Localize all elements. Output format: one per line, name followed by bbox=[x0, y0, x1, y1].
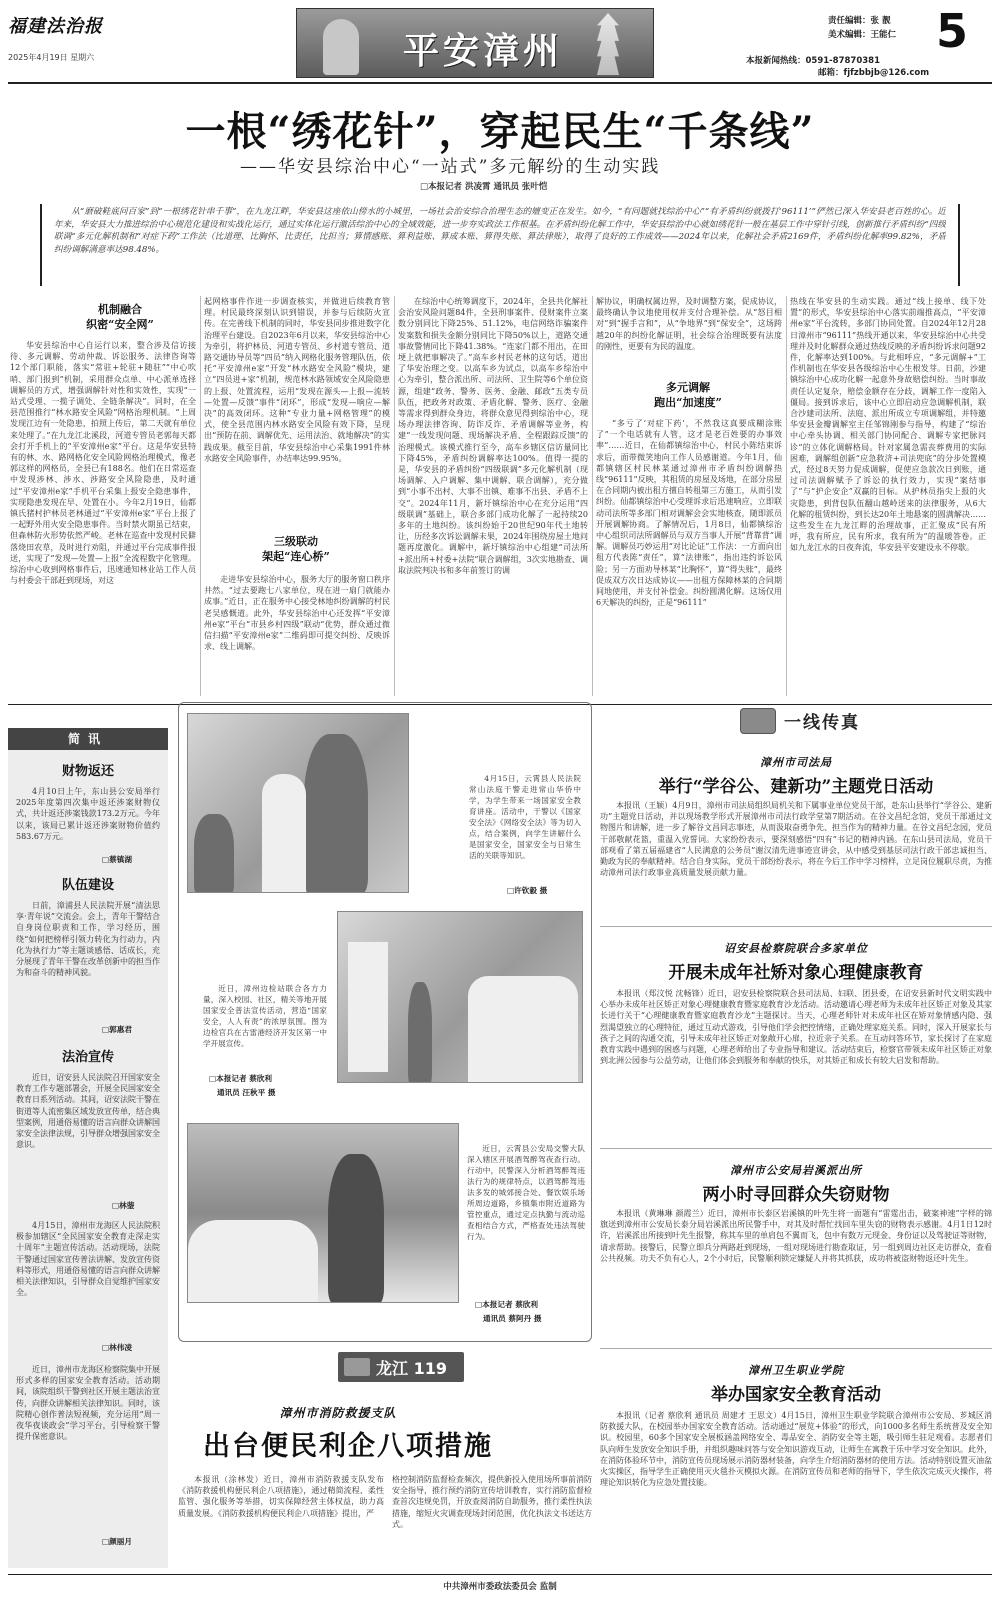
longjiang-badge bbox=[338, 1352, 464, 1382]
yixian-headline: 开展未成年社矫对象心理健康教育 bbox=[668, 963, 924, 983]
masthead-rule bbox=[8, 82, 992, 84]
issue-date: 2025年4月19日 星期六 bbox=[8, 53, 95, 62]
footer-rule bbox=[8, 1574, 992, 1575]
item-divider bbox=[600, 1348, 992, 1349]
photo-traffic-police-night-check bbox=[187, 1123, 459, 1303]
item-divider bbox=[600, 926, 992, 927]
lead-intro: 从“磨破鞋底问百家”到“一根绣花针串千事”，在九龙江畔，华安县这座依山傍水的小城里，一场社会治安综合治理生态的嬗变正在发生。如今，“有问题就找综治中心”“有矛盾纠纷就拨打‘96111’”俨然已深入华安县老百姓的心。近年来，华安县大力推进综治中心规范化建设和实战化运行，通过实体化运行激活综治中心的全域效能，进一步夯实政法工作根基。在矛盾纠纷化解工作中，华安县综治中心就如绣花针一般在基层工作中穿针引线，创新推行矛盾纠纷“四级联调”多元化解机制和“对症下药”工作法（比道理、比胸怀、比责任，比担当；算情感账、算利益账、算成本账、算得失账、算法律账），取得了良好的工作成效——2024年以来，化解社会矛盾2169件，矛盾纠纷化解率99.82%，矛盾纠纷调解满意率达98.48%。 bbox=[54, 207, 946, 255]
banner bbox=[296, 8, 654, 78]
photo3-caption: 近日，云霄县公安局交警大队深入辖区开展酒驾醉驾夜查行动。行动中，民警深入分析酒驾醉驾违法行为的规律特点，以酒驾醉驾违法多发的城郊接合处、餐饮娱乐场所周边道路，乡镇集市附近道路为管控重点，通过定点执勤与流动巡查相结合方式，严格查处违法驾驶行为。 bbox=[467, 1144, 585, 1241]
lead-col2a-text: 起网格事件作进一步调查核实，并做进后续教育管理。村民最终深刻认识到错误，并参与后续防火宣传。在完善线下机制的同时，华安县同步推进数字化治理平台建设。自2023年6月以来，华安县综治中心为牵引，将护林员、河道专管员、乡村道专管员、道路交通协导员等“四员”纳入网格化服务管理队伍，依托“平安漳州e家”开发“林水路安全风险”模块，建立“四员进+家”机制，规范林水路领域安全风险隐患的上报、处置流程，运用“发现在源头—上报—流转—处置—反馈”事件“闭环”，形成“发现—响应—解决”的高效闭环。这种“专业力量+网格管理”的模式，使全县范围内林水路安全风险有效下降，呈现出“预防在前、调解优先、运用法治、就地解决”的实践成果。截至目前，华安县综治中心采集1991件林水路安全风险事件，办结率达99.95%。 bbox=[204, 297, 390, 463]
column-divider bbox=[592, 296, 593, 696]
lead-body bbox=[0, 294, 1000, 702]
masthead bbox=[0, 0, 1000, 92]
page-number: 5 bbox=[936, 4, 969, 58]
yixian-org: 漳州卫生职业学院 bbox=[748, 1364, 844, 1377]
brief-author: □郭惠君 bbox=[102, 1025, 132, 1034]
photo3-credit-2: 通讯员 蔡阿丹 摄 bbox=[483, 1314, 542, 1323]
briefs-header: 简讯 bbox=[8, 728, 168, 750]
lead-col2b-text: 走进华安县综治中心，服务大厅的服务窗口秩序井然。“过去要跑七八家单位，现在进一扇门就能办成事。”近日，正在服务中心接受林地纠纷调解的村民老吴感慨道。此外，华安县综治中心还发挥“平安漳州e家”平台“市县乡村四级”联动“优势，群众通过微信扫描“平安漳州e家”二维码即可提交纠纷、反映诉求、线上调解。 bbox=[204, 575, 390, 652]
brief-title: 财物返还 bbox=[61, 764, 114, 779]
paper-name: 福建法治报 bbox=[8, 16, 103, 37]
lead-col1-text: 华安县综治中心自运行以来，整合涉及信访接待、多元调解、劳动仲裁、诉讼服务、法律咨询等12个部门职能，落实“常驻+轮驻+随驻”“中心吹哨、部门报到”机制，采用群众点单、中心派单选择调解员的方式，增强调解针对性和实效性，实现“一站式受理、一揽子调处、全链条解决”。同时，在全县范围推行“林水路安全风险”网格治理机制。“上周发现江边有一处隐患，拍照上传后，第二天就有单位来处理了。”在九龙江北溪段，河道专管员老郭每天都会打开手机上的“平安漳州e家”平台。这是华安县特有的林、水、路网格化安全风险网格治理模式，像老郭这样的网格员，全县已有188名。他们在日常巡查中发现涉林、涉水、涉路安全风险隐患，及时通过“平安漳州e家”手机平台采集上报安全隐患事件，实现隐患发现在早、处置在小。今年2月19日，仙都镇氏猪村护林员老林通过“平安漳州e家”平台上报了一起野外用火安全隐患事件。当时禁火期虽已结束，但森林防火形势依然严峻。老林在巡查中发现村民僻落烧田农草，及时进行劝阻，并通过平台完成事件报送，实现了“发现—处置—上报”全流程数字化管理。综治中心收到网格事件后，迅速通知林业站工作人员与村委会干部赶到现场，对这 bbox=[10, 341, 196, 586]
yixian-text: 本报讯（郑汶悦 沈畅锋）近日，诏安县检察院联合县司法局、妇联、团县委，在诏安县新时代文明实践中心举办未成年社区矫正对象心理健康教育暨家庭教育沙龙活动。活动邀请心理老师为未成年社区矫正对象及其家长进行关于“心理健康教育暨家庭教育沙龙”主题探讨。当天，心理老师针对未成年社区在矫对象情感内隐、强烈渴望独立的心理特征，通过互动式游戏，引导他们学会把控情绪，正确处理家庭关系。同时，深入开展家长与孩子之间的沟通交流，引导未成年社区矫正对象敞开心扉，拉近亲子关系。在互动问答环节，家长探讨了在家庭教育实践中遇到的困惑与问题，心理老师给出了专业指导和建议。活动结束后，检察官带领未成年社区矫正对象到北洲公园参与公益劳动，让他们体会到服务和奉献的快乐，对其矫正和成长有较大启发和帮助。 bbox=[600, 989, 992, 1066]
brief-author: □颜丽月 bbox=[102, 1537, 132, 1546]
fire-engine-icon bbox=[344, 1358, 370, 1376]
brief-text: 近日，漳州市龙海区检察院集中开展形式多样的国家安全教育活动。活动期间，该院组织干警到社区开展主题法治宣传，向群众讲解相关法律知识。同时，该院精心创作普法短视频，充分运用“周一夜华夜谈政会”学习平台，引导检察干警提升保密意识。 bbox=[16, 1365, 160, 1442]
banner-title: 平安漳州 bbox=[402, 30, 563, 72]
photo1-caption: 4月15日，云霄县人民法院常山法庭干警走进常山华侨中学，为学生带来一场国家安全教育讲座。活动中，干警以《国家安全法》《网络安全法》等为切入点，结合案例，向学生讲解什么是国家安全，国家安全与日常生活的关联等知识。 bbox=[469, 774, 581, 860]
brief-title: 法治宣传 bbox=[61, 1050, 114, 1065]
yixian-org: 漳州市公安局岩溪派出所 bbox=[730, 1164, 862, 1177]
footer-text: 中共漳州市委政法委员会 监制 bbox=[443, 1582, 557, 1592]
fax-icon bbox=[740, 708, 776, 734]
yixian-headline: 举办国家安全教育活动 bbox=[711, 1385, 881, 1405]
longjiang-text-b: 格控制消防监督检查频次，提供新投入使用场所事前消防安全指导，推行预约消防宣传培训教育，实行消防监督检查首次违规免罚，开放查阅消防自助服务，推行柔性执法措施，缩短火灾调查现场封闭范围，优化执法文书送达方式。 bbox=[392, 1475, 592, 1529]
brief-author: □林蓥 bbox=[112, 1201, 135, 1210]
column-divider bbox=[786, 296, 787, 696]
longjiang-headline: 出台便民利企八项措施 bbox=[203, 1431, 493, 1462]
yixian-headline: 两小时寻回群众失窃财物 bbox=[702, 1185, 890, 1205]
photo-feature bbox=[178, 702, 592, 1342]
yixian-text: 本报讯（记者 蔡欣利 通讯员 周建才 王思文）4月15日，漳州卫生职业学院联合漳州市公安局、芗城区消防救援大队，在校园举办国家安全教育活动。活动通过“展览+体验”的形式，向1000多名师生系统普及安全知识。校园里，60多个国家安全展板涵盖网络安全、毒品安全、消防安全等主题，吸引师生驻足观看。志愿者们队向师生发放安全知识手册，并组织趣味问答与安全知识游戏互动，让师生在寓教于乐中学习安全知识。此外，在消防体验环节中，消防宣传员现场展示消防器材装备，向学生介绍消防器材的使用方法。活动特别设置灭油盆火实操区，指导学生正确使用灭火毯扑灭模拟火源。在消防宣传员和老师的指导下，学生依次完成灭火操作，将理论知识转化为应急处置技能。 bbox=[600, 1411, 992, 1488]
yixian-text: 本报讯（王颖）4月9日，漳州市司法局组织局机关和下属事业单位党员干部，赴东山县举行“学谷公、建新功”主题党日活动，并以现场教学形式开展漳州市司法行政学堂第7期活动。在谷文昌纪念馆，党员干部通过文物图片和讲解，进一步了解谷文昌同志事迹，从而汲取奋勇争先、担当作为的精神力量。在谷文昌纪念园，党员干部敬献花篮，重温入党誓词。大家纷纷表示，要深刻感悟“四有”书记的精神内涵。在东山县司法局，党员干部观看了第五届福建省“人民满意的公务员”谢汉清先进事迹宣讲会，从中感受到基层司法行政干部忠诚担当、勤政为民的奉献精神。结合自身实际，党员干部纷纷表示，将在今后工作中学习榜样，立足岗位履职尽责，为推动漳州司法行政事业高质量发展贡献力量。 bbox=[600, 801, 992, 878]
tower-illustration-left bbox=[323, 19, 359, 75]
editor-line-2: 美术编辑：王能仁 bbox=[828, 30, 897, 40]
photo-border-inspection-campaign bbox=[337, 911, 583, 1083]
lead-col3-text: 在综治中心统筹调度下，2024年，全县共化解社会治安风险问题84件，全县刑事案件、侵财案件立案数分别同比下降25%、51.12%，电信网络诈骗案件发案数和损失金额分别同比下降50%以上，道路交通事故警情同比下降41.38%。“连家门都不用出，在田埂上就把事解决了。”高车乡村民老林的这句话，道出了华安治理之变。以高车乡为试点，以高车乡综治中心为牵引，整合派出所、司法所、卫生院等6个单位资源，组建“政务、警务、医务、金融、邮政”五类专员队伍，把政务对政策、矛盾化解、警务、医疗、金融等需求得到群众身边，将群众意见得到综治中心，现场办理法律咨询、防诈反诈、矛盾调解等业务，构建“一线发现问题、现场解决矛盾、全程跟踪反馈”的治理模式。该模式推行至今，高车乡辖区信访量同比下降45%，矛盾纠纷调解率达100%。值得一提的是，华安县的矛盾纠纷“四级联调”多元化解机制（现场调解、入户调解、集中调解、联合调解），充分做到“小事不出村、大事不出镇、难事不出县、矛盾不上交”。2024年11月，新圩镇综治中心在充分运用“四级联调”基础上，联合多部门成功化解了一起持续20多年的土地纠纷。该纠纷始于20世纪90年代土地转让，历经多次诉讼调解未果，2024年围绕房屋土地问题再度激化。调解中，新圩镇综治中心组建“司法所+派出所+村委+法院”联合调解组，3次实地勘查、调取法院判决书和多年前签订的调 bbox=[398, 297, 588, 575]
photo2-credit-2: 通讯员 汪秋平 摄 bbox=[217, 1088, 276, 1097]
subhead-mediation: 多元调解 跑出“加速度” bbox=[654, 381, 722, 409]
lead-byline: □本报记者 洪凌霄 通讯员 张叶恺 bbox=[420, 182, 548, 192]
briefs-column bbox=[8, 728, 168, 1568]
brief-text: 4月10日上午，东山县公安局举行2025年度第四次集中返还涉案财物仪式，共计返还涉案钱款173.2万元。今年以来，该局已累计返还涉案财物价值约583.67万元。 bbox=[16, 787, 160, 841]
column-divider bbox=[394, 296, 395, 696]
yixian-header bbox=[740, 706, 900, 736]
brief-text: 近日，诏安县人民法院召开国家安全教育工作专题部署会，开展全民国家安全教育日系列活动。其间，诏安法院干警在街道等人流密集区域发放宣传单，结合典型案例，用通俗易懂的语言向群众讲解国家安全法律法规，引导群众增强国家安全意识。 bbox=[16, 1073, 160, 1150]
lead-col4a-text: 解协议，明确权属边界，及时调整方案，促成协议，最终确认争议地使用权并支付合理补偿。从“怒目相对”到“握手言和”，从“争地界”到“保安全”，这场跨越20年的纠纷化解证明，社会综合治理既要有法度的刚性，更要有为民的温度。 bbox=[596, 297, 782, 351]
lead-col4b-text: “多亏了‘对症下药’，不然我这真要成糊涂账了”一个电话就有人管，这才是老百姓要的办事效率”……近日，在仙都镇综治中心，村民小陈结束诉求后，面带微笑地向工作人员感谢道。今年1月，仙都镇辖区村民林某通过漳州市矛盾纠纷调解热线“96111”反映，其租赁的房屋及场地，在部分房屋在合同期内被出租方擅自转租第三方施工，从而引发纠纷。仙都镇综治中心受理诉求后迅速响应，立即联动司法所等多部门相对调解会会实地核查，随即派员开展调解协商。了解情况后，1月8日，仙都镇综治中心组织司法所调解员与双方当事人开展“背靠背”调解。调解员巧妙运用“对比论证”工作法：一方面向出租方代表陈“责任”，算“法律账”，指出违约诉讼风险；另一方面劝导林某“比胸怀”，算“得失账”，最终促成双方次日达成协议——出租方保障林某的合同期间地使用，并支付补偿金。纠纷圆满化解。这场仅用6天解决的纠纷，正是“96111” bbox=[596, 419, 782, 608]
longjiang-column-title: 龙江 119 bbox=[376, 1359, 447, 1378]
yixian-column-title: 一线传真 bbox=[784, 713, 860, 733]
lead-col5-text: 热线在华安县的生动实践。通过“线上接单、线下处置”的形式，华安县综治中心落实前端推高点，“平安漳州e家”平台流转，多部门协同处置。自2024年12月28日漳州市“96111”热线开通以来，华安县综治中心共受理并及时化解群众通过热线反映的矛盾纠纷诉求问题92件，化解率达到100%。与此相呼应，“多元调解+”工作机制也在华安县各级综治中心生根发芽。日前，沙建镇综治中心成功化解一起意外身故赔偿纠纷。当时事故责任认定复杂，赔偿金额存在分歧，调解工作一度陷入僵局。接到诉求后，该中心立即启动应急调解机制，联合沙建司法所、法庭、派出所成立专项调解组，并特邀华安县金瓣调解室主任邹锦刚参与指导，构建了“综治中心牵头协调、相关部门协同配合、调解专家把脉问诊”的立体化调解格局。针对家属急需丧葬费用的实际困难，调解组创新“应急救济+司法兜底”的分步处置模式，经过8天努力促成调解，促使应急款次日到账，通过司法调解赋予了诉讼的执行效力，实现“案结事了”与“护企安企”双赢的目标。从护林员指尖上报的火灾隐患，到背包队伍翻山越岭送来的法律服务，从6大化解的租赁纠纷，到长达20年土地悬案的圆满解决……这些发生在九龙江畔的治理故事，正汇聚成“民有所呼，我有所应，民有所求，我有所为”的温暖答卷。正如九龙江水的日夜奔流，华安县平安建设永不停歇。 bbox=[790, 297, 986, 553]
yixian-section bbox=[600, 702, 992, 1568]
photo-school-lecture bbox=[187, 713, 409, 893]
yixian-org: 诏安县检察院联合多家单位 bbox=[724, 942, 868, 955]
lead-subhead: ——华安县综治中心“一站式”多元解纷的生动实践 bbox=[240, 157, 661, 177]
photo2-caption: 近日，漳州边检站联合各方力量，深入校园、社区，精关等地开展国家安全普法宣传活动，营造“国家安全，人人有责”的浓厚氛围。图为边检官兵在古雷港经济开发区第一中学开展宣传。 bbox=[203, 984, 327, 1048]
news-hotline: 本报新闻热线：0591-87870381 bbox=[746, 56, 881, 66]
brief-title: 队伍建设 bbox=[61, 878, 114, 893]
photo2-credit-1: □本报记者 蔡欣利 bbox=[209, 1074, 272, 1083]
pagoda-illustration-right bbox=[597, 13, 619, 75]
lead-headline: 一根“绣花针”，穿起民生“千条线” bbox=[185, 108, 815, 155]
brief-text: 日前，漳浦县人民法院开展“清法思享·青年说”交流会。会上，青年干警结合自身岗位职责和工作，学习经历，围绕“如何把榜样引领力转化为行动力，内化为执行力”等主题谈感悟、话成长，充分展现了青年干警在改革创新中的担当作为和奋斗的精神风貌。 bbox=[16, 901, 160, 978]
longjiang-org: 漳州市消防救援支队 bbox=[279, 1406, 397, 1420]
editor-line-1: 责任编辑：张 靓 bbox=[828, 16, 891, 26]
item-divider bbox=[600, 1148, 992, 1149]
email: 邮箱：fjfzbbjb@126.com bbox=[818, 68, 930, 78]
yixian-headline: 举行“学谷公、建新功”主题党日活动 bbox=[658, 777, 934, 797]
yixian-text: 本报讯（黄琳琳 颜霞兰）近日，漳州市长泰区岩溪镇的叶先生将一面题有“雷霆出击，破案神速”字样的锦旗送到漳州市公安局长泰分局岩溪派出所民警手中，对其及时帮忙找回车里失窃的财物表示感谢。4月1日12时许，岩溪派出所接到叶先生报警，称其车里的单肩包不翼而飞，包中有数万元现金、身份证以及驾驶证等财物，请求帮助。接警后，民警立即兵分两路赶到现场，一组对现场进行勘查取证，另一组到周边社区走访群众，查看公共视频。功夫不负有心人，2个小时后，民警顺利锁定嫌疑人并将其抓获，成功将被盗财物返还叶先生。 bbox=[600, 1209, 992, 1263]
photo3-credit-1: □本报记者 蔡欣利 bbox=[475, 1300, 538, 1309]
longjiang-section bbox=[178, 1348, 592, 1568]
photo1-credit: □许钦毅 摄 bbox=[507, 886, 548, 895]
brief-text: 4月15日，漳州市龙海区人民法院积极参加辖区“全民国家安全教育走深走实十周年”主题宣传活动。活动现场，法院干警通过国家宣传普法讲解、发放宣传资料等形式，用通俗易懂的语言向群众讲解相关法律知识，引导群众自觉维护国家安全。 bbox=[16, 1221, 160, 1298]
yixian-org: 漳州市司法局 bbox=[760, 756, 832, 769]
brief-author: □蔡镇湖 bbox=[102, 855, 132, 864]
longjiang-text-a: 本报讯（涂林发）近日，漳州市消防救援支队发布《消防救援机构便民利企八项措施》，通过精简流程、柔性监管、强化服务等举措，切实保障经营主体权益，助力高质量发展。《消防救援机构便民利企八项措施》提出，严 bbox=[178, 1475, 384, 1518]
subhead-linkage: 三级联动 架起“连心桥” bbox=[262, 535, 330, 563]
brief-author: □林伟凌 bbox=[102, 1343, 132, 1352]
lead-intro-box bbox=[40, 204, 960, 286]
subhead-mechanism: 机制融合 织密“安全网” bbox=[86, 303, 154, 331]
column-divider bbox=[200, 296, 201, 696]
